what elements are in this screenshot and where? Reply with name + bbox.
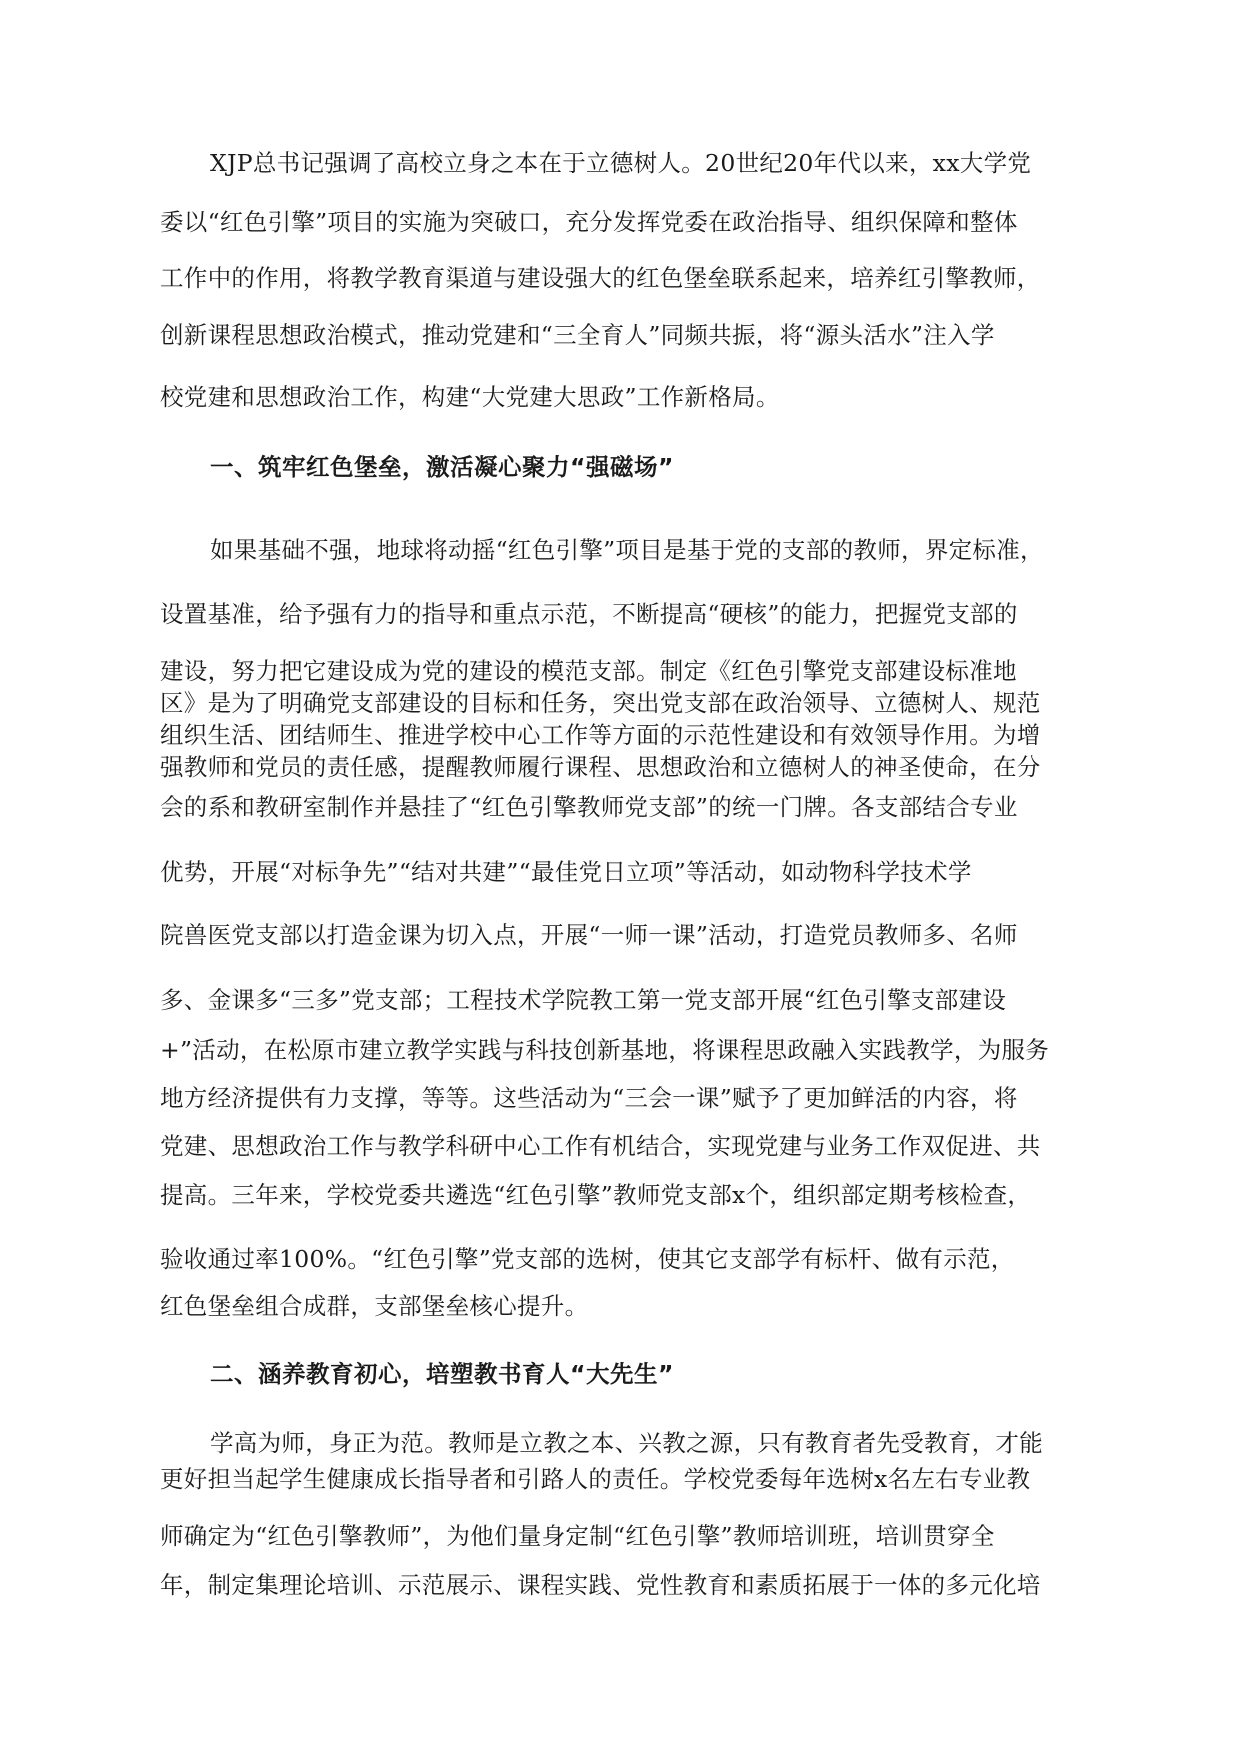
paragraph-line: 创新课程思想政治模式，推动党建和“三全育人”同频共振，将“源头活水”注入学: [160, 321, 995, 349]
paragraph-line: 组织生活、团结师生、推进学校中心工作等方面的示范性建设和有效领导作用。为增: [160, 721, 1041, 749]
paragraph-line: 区》是为了明确党支部建设的目标和任务，突出党支部在政治领导、立德树人、规范: [160, 689, 1041, 717]
paragraph-line: XJP总书记强调了高校立身之本在于立德树人。20世纪20年代以来，xx大学党: [210, 149, 1032, 177]
section-heading: 一、筑牢红色堡垒，激活凝心聚力“强磁场”: [210, 453, 674, 481]
paragraph-line: 党建、思想政治工作与教学科研中心工作有机结合，实现党建与业务工作双促进、共: [160, 1132, 1041, 1160]
paragraph-line: 院兽医党支部以打造金课为切入点，开展“一师一课”活动，打造党员教师多、名师: [160, 921, 1018, 949]
paragraph-line: 委以“红色引擎”项目的实施为突破口，充分发挥党委在政治指导、组织保障和整体: [160, 208, 1018, 236]
paragraph-line: 优势，开展“对标争先”“结对共建”“最佳党日立项”等活动，如动物科学技术学: [160, 858, 972, 886]
paragraph-line: 工作中的作用，将教学教育渠道与建设强大的红色堡垒联系起来，培养红引擎教师，: [160, 264, 1041, 292]
paragraph-line: 强教师和党员的责任感，提醒教师履行课程、思想政治和立德树人的神圣使命，在分: [160, 753, 1041, 781]
paragraph-line: 年，制定集理论培训、示范展示、课程实践、党性教育和素质拓展于一体的多元化培: [160, 1571, 1041, 1599]
paragraph-line: +”活动，在松原市建立教学实践与科技创新基地，将课程思政融入实践教学，为服务: [160, 1036, 1050, 1064]
paragraph-line: 红色堡垒组合成群，支部堡垒核心提升。: [160, 1292, 589, 1320]
paragraph-line: 多、金课多“三多”党支部；工程技术学院教工第一党支部开展“红色引擎支部建设: [160, 986, 1007, 1014]
paragraph-line: 师确定为“红色引擎教师”，为他们量身定制“红色引擎”教师培训班，培训贯穿全: [160, 1522, 995, 1550]
paragraph-line: 验收通过率100%。“红色引擎”党支部的选树，使其它支部学有标杆、做有示范，: [160, 1245, 1015, 1273]
paragraph-line: 学高为师，身正为范。教师是立教之本、兴教之源，只有教育者先受教育，才能: [210, 1429, 1043, 1457]
paragraph-line: 会的系和教研室制作并悬挂了“红色引擎教师党支部”的统一门牌。各支部结合专业: [160, 793, 1018, 821]
paragraph-line: 提高。三年来，学校党委共遴选“红色引擎”教师党支部x个，组织部定期考核检查，: [160, 1181, 1032, 1209]
section-heading: 二、涵养教育初心，培塑教书育人“大先生”: [210, 1360, 674, 1388]
paragraph-line: 设置基准，给予强有力的指导和重点示范，不断提高“硬核”的能力，把握党支部的: [160, 600, 1018, 628]
paragraph-line: 如果基础不强，地球将动摇“红色引擎”项目是基于党的支部的教师，界定标准，: [210, 536, 1044, 564]
paragraph-line: 更好担当起学生健康成长指导者和引路人的责任。学校党委每年选树x名左右专业教: [160, 1465, 1031, 1493]
paragraph-line: 校党建和思想政治工作，构建“大党建大思政”工作新格局。: [160, 383, 780, 411]
paragraph-line: 建设，努力把它建设成为党的建设的模范支部。制定《红色引擎党支部建设标准地: [160, 657, 1017, 685]
paragraph-line: 地方经济提供有力支撑，等等。这些活动为“三会一课”赋予了更加鲜活的内容，将: [160, 1084, 1018, 1112]
